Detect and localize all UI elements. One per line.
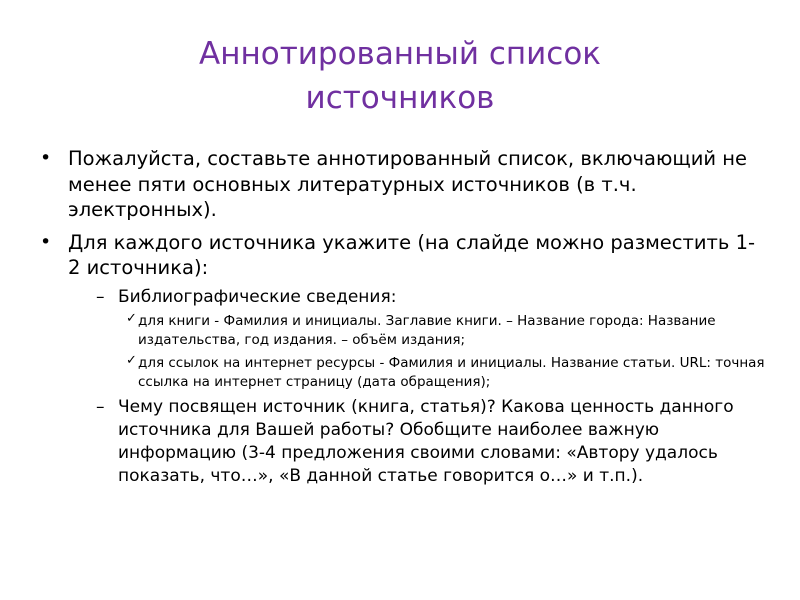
dash-bullet-icon: – (96, 396, 105, 417)
sub-bullet-item (96, 396, 765, 488)
bullet-text: Для каждого источника укажите (на слайде можно разместить 1-2 источника): (68, 230, 756, 279)
bullet-item (40, 146, 765, 223)
checkmark-bullet-icon: ✓ (126, 352, 137, 368)
round-bullet-icon: • (40, 230, 52, 253)
round-bullet-icon: • (40, 147, 52, 169)
sub-bullet-item (96, 286, 765, 309)
sub-bullet-text: Чему посвящен источник (книга, статья)? Какова ценность данного источника для Вашей работы? Обобщите наиболее важную информацию (3-4 предложения своими словами: «Автору удалось показать, что…», «В данной статье говорится о…» и т.п.). (118, 396, 734, 486)
sub-bullet-text: Библиографические сведения: (118, 286, 397, 307)
checkmark-bullet-icon: ✓ (126, 310, 137, 326)
sub-sub-bullet-text: для книги - Фамилия и инициалы. Заглавие книги. – Название города: Название издательства, год издания. – объём издания; (138, 312, 716, 348)
sub-sub-bullet-item (126, 352, 765, 392)
dash-bullet-icon: – (96, 286, 105, 307)
bullet-item (40, 230, 765, 488)
slide-title: Аннотированный список источников (198, 36, 602, 116)
bullet-text: Пожалуйста, составьте аннотированный список, включающий не менее пяти основных литературных источников (в т.ч. электронных). (68, 147, 748, 221)
slide-body (40, 146, 765, 495)
sub-sub-bullet-text: для ссылок на интернет ресурсы - Фамилия и инициалы. Название статьи. URL: точная ссылка на интернет страницу (дата обращения); (138, 354, 765, 390)
sub-sub-bullet-item (126, 310, 765, 350)
